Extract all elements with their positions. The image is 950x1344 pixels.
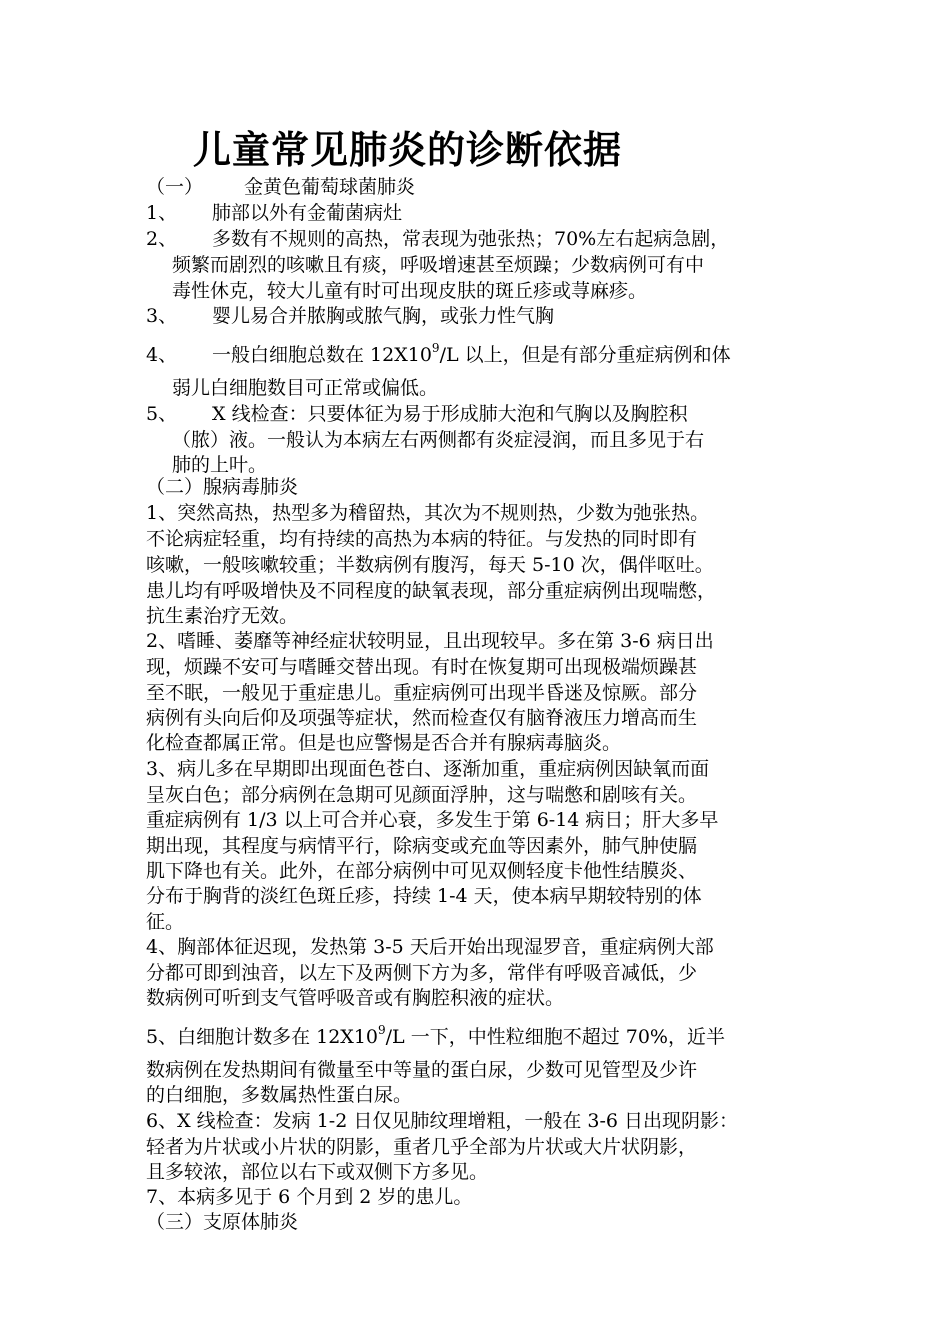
- s2-line: 分都可即到浊音，以左下及两侧下方为多，常伴有呼吸音减低，少: [146, 962, 698, 984]
- s2-line: 呈灰白色；部分病例在急期可见颜面浮肿，这与喘憋和剧咳有关。: [146, 784, 698, 806]
- section-1-heading: [146, 174, 415, 200]
- s2-line: 不论病症轻重，均有持续的高热为本病的特征。与发热的同时即有: [146, 528, 698, 550]
- s2-line: 6、X 线检查：发病 1-2 日仅见肺纹理增粗，一般在 3-6 日出现阴影：: [146, 1110, 739, 1132]
- s1-item-1: 1、 肺部以外有金葡菌病灶: [146, 202, 403, 224]
- section-1-number: （一）: [146, 176, 204, 198]
- s2-line: 抗生素治疗无效。: [146, 605, 299, 627]
- s1-item-5-cont: （脓）液。一般认为本病左右两侧都有炎症浸润，而且多见于右: [172, 429, 705, 451]
- s2-line: 轻者为片状或小片状的阴影，重者几乎全部为片状或大片状阴影，: [146, 1136, 698, 1158]
- section-1-title: 金黄色葡萄球菌肺炎: [244, 176, 416, 198]
- s2-line: 3、病儿多在早期即出现面色苍白、逐渐加重，重症病例因缺氧而面: [146, 758, 710, 780]
- s2-line: 化检查都属正常。但是也应警惕是否合并有腺病毒脑炎。: [146, 732, 622, 754]
- s1-item-5: 5、 X 线检查：只要体征为易于形成肺大泡和气胸以及胸腔积: [146, 403, 688, 425]
- s2-item-5: 5、白细胞计数多在 $12X10^9/L$ 一下，中性粒细胞不超过 70%，近半: [146, 1023, 725, 1048]
- document-title: 儿童常见肺炎的诊断依据: [193, 128, 623, 172]
- section-2-heading: （二）腺病毒肺炎: [146, 476, 299, 498]
- s2-line: 的白细胞，多数属热性蛋白尿。: [146, 1084, 413, 1106]
- s2-line: 4、胸部体征迟现，发热第 3-5 天后开始出现湿罗音，重症病例大部: [146, 936, 714, 958]
- s2-line: 7、本病多见于 6 个月到 2 岁的患儿。: [146, 1186, 473, 1208]
- s1-item-2: 2、 多数有不规则的高热，常表现为弛张热；70%左右起病急剧，: [146, 228, 730, 250]
- s1-item-3: 3、 婴儿易合并脓胸或脓气胸，或张力性气胸: [146, 305, 555, 327]
- s2-line: 数病例可听到支气管呼吸音或有胸腔积液的症状。: [146, 987, 565, 1009]
- s2-line: 2、嗜睡、萎靡等神经症状较明显，且出现较早。多在第 3-6 病日出: [146, 630, 714, 652]
- s1-item-2-cont: 毒性休克，较大儿童有时可出现皮肤的斑丘疹或荨麻疹。: [172, 280, 648, 302]
- s1-item-5-cont: 肺的上叶。: [172, 454, 268, 476]
- s2-line: 病例有头向后仰及项强等症状，然而检查仅有脑脊液压力增高而生: [146, 707, 698, 729]
- s2-line: 且多较浓，部位以右下或双侧下方多见。: [146, 1161, 489, 1183]
- s2-line: 1、突然高热，热型多为稽留热，其次为不规则热，少数为弛张热。: [146, 502, 710, 524]
- s2-line: 肌下降也有关。此外，在部分病例中可见双侧轻度卡他性结膜炎、: [146, 860, 698, 882]
- s2-line: 至不眠，一般见于重症患儿。重症病例可出现半昏迷及惊厥。部分: [146, 682, 698, 704]
- s2-line: 分布于胸背的淡红色斑丘疹，持续 1-4 天，使本病早期较特别的体: [146, 885, 702, 907]
- s1-item-4-cont: 弱儿白细胞数目可正常或偏低。: [172, 377, 439, 399]
- s1-item-4: 4、 一般白细胞总数在 $12X10^9/L$ 以上，但是有部分重症病例和体: [146, 341, 731, 366]
- s2-line: 患儿均有呼吸增快及不同程度的缺氧表现，部分重症病例出现喘憋，: [146, 580, 717, 602]
- section-3-heading: （三）支原体肺炎: [146, 1211, 299, 1233]
- s2-line: 现，烦躁不安可与嗜睡交替出现。有时在恢复期可出现极端烦躁甚: [146, 656, 698, 678]
- s2-line: 征。: [146, 911, 185, 933]
- s2-line: 咳嗽，一般咳嗽较重；半数病例有腹泻，每天 5-10 次，偶伴呕吐。: [146, 554, 714, 576]
- s1-item-2-cont: 频繁而剧烈的咳嗽且有痰，呼吸增速甚至烦躁；少数病例可有中: [172, 254, 705, 276]
- s2-line: 重症病例有 1/3 以上可合并心衰，多发生于第 6-14 病日；肝大多早: [146, 809, 719, 831]
- s2-line: 数病例在发热期间有微量至中等量的蛋白尿，少数可见管型及少许: [146, 1059, 698, 1081]
- s2-line: 期出现，其程度与病情平行，除病变或充血等因素外，肺气肿使膈: [146, 835, 698, 857]
